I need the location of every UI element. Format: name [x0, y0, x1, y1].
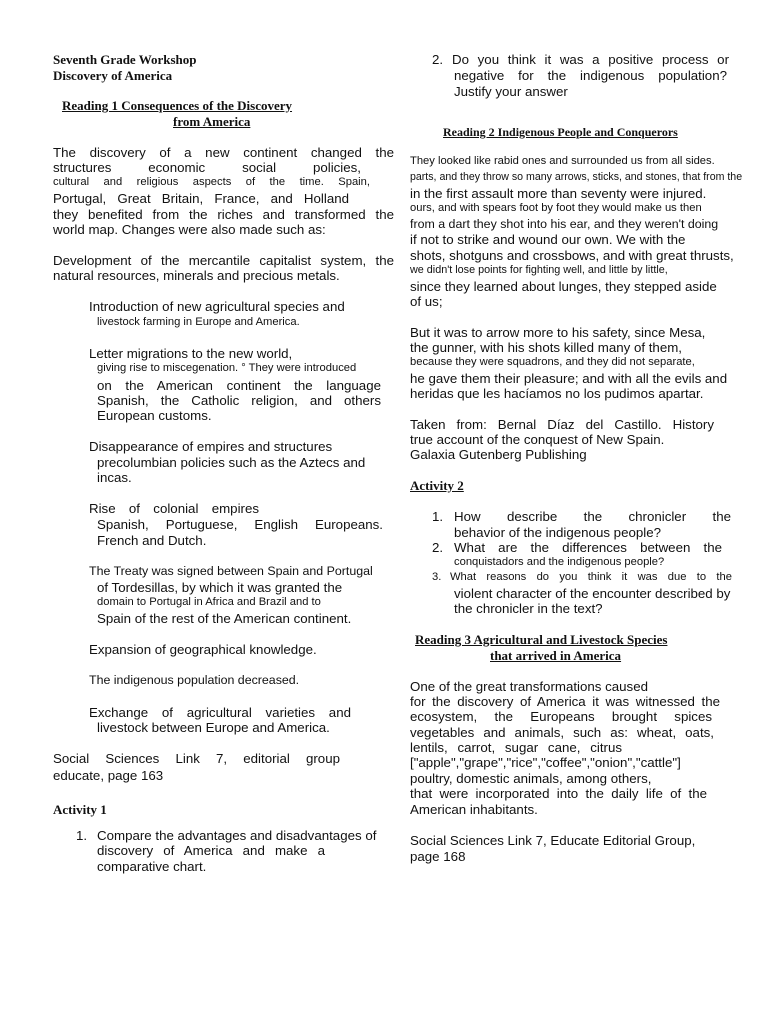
reading1-title: Reading 1 Consequences of the Discovery — [62, 98, 293, 113]
question-text: What reasons do you think it was due to the — [450, 571, 732, 583]
reading1-source: educate, page 163 — [53, 768, 164, 783]
question-text: discovery of America and make a — [97, 843, 325, 858]
reading2-title: Reading 2 Indigenous People and Conquerors — [443, 125, 678, 139]
bullet-text: Introduction of new agricultural species and — [89, 299, 345, 314]
reading2-line: shots, shotguns and crossbows, and with great thrusts, — [410, 248, 734, 263]
bullet-text: European customs. — [97, 408, 212, 423]
bullet-text: livestock farming in Europe and America. — [97, 316, 300, 328]
workshop-subtitle: Discovery of America — [53, 68, 173, 83]
reading2-source: true account of the conquest of New Spain. — [410, 432, 665, 447]
reading2-line: we didn't lose points for fighting well, and little by little, — [410, 264, 668, 276]
reading1-source: Social Sciences Link 7, editorial group — [53, 751, 340, 766]
bullet-text: The indigenous population decreased. — [89, 673, 300, 687]
bullet-text: Rise of colonial empires — [89, 501, 259, 516]
reading3-line: American inhabitants. — [410, 802, 538, 817]
question-text: behavior of the indigenous people? — [454, 525, 662, 540]
reading3-title: Reading 3 Agricultural and Livestock Species — [415, 632, 668, 647]
question-text: What are the differences between the — [454, 540, 722, 555]
reading3-line: for the discovery of America it was witnessed the — [410, 694, 720, 709]
reading2-line: parts, and they throw so many arrows, sticks, and stones, that from the — [410, 171, 743, 183]
question-text: Compare the advantages and disadvantages of — [97, 828, 377, 843]
reading1-title-line2: from America — [173, 114, 251, 129]
bullet-text: livestock between Europe and America. — [97, 720, 330, 735]
reading1-paragraph-line: world map. Changes were also made such as: — [53, 222, 326, 237]
reading1-paragraph-line: The discovery of a new continent changed the — [53, 145, 394, 160]
reading3-line: One of the great transformations caused — [410, 679, 649, 694]
reading2-line: But it was to arrow more to his safety, since Mesa, — [410, 325, 706, 340]
reading2-line: because they were squadrons, and they did not separate, — [410, 356, 695, 368]
reading1-paragraph2-line: natural resources, minerals and precious metals. — [53, 268, 340, 283]
reading2-line: heridas que les hacíamos no los pudimos apartar. — [410, 386, 704, 401]
reading1-paragraph-line: structures economic social policies, — [53, 160, 361, 175]
bullet-text: of Tordesillas, by which it was granted the — [97, 580, 343, 595]
reading2-line: the gunner, with his shots killed many of them, — [410, 340, 682, 355]
question-number: 1. — [76, 828, 88, 843]
question-number: 2. — [432, 52, 444, 67]
question-number: 3. — [432, 571, 442, 583]
reading3-title-line2: that arrived in America — [490, 648, 622, 663]
reading3-source: Social Sciences Link 7, Educate Editorial Group, — [410, 833, 696, 848]
reading2-line: if not to strike and wound our own. We with the — [410, 232, 686, 247]
reading3-line: ecosystem, the Europeans brought spices — [410, 709, 712, 724]
reading1-paragraph-line: Portugal, Great Britain, France, and Holland — [53, 191, 349, 206]
bullet-text: Spain of the rest of the American continent. — [97, 611, 352, 626]
reading1-paragraph2-line: Development of the mercantile capitalist system, the — [53, 253, 394, 268]
reading2-source: Taken from: Bernal Díaz del Castillo. History — [410, 417, 714, 432]
bullet-text: Exchange of agricultural varieties and — [89, 705, 351, 720]
question-text: How describe the chronicler the — [454, 509, 731, 524]
question-text: negative for the indigenous population? — [454, 68, 727, 83]
reading3-line: that were incorporated into the daily life of the — [410, 786, 707, 801]
question-text: violent character of the encounter described by — [454, 586, 731, 601]
bullet-text: Spanish, the Catholic religion, and others — [97, 393, 381, 408]
bullet-text: Disappearance of empires and structures — [89, 439, 333, 454]
reading3-line: ["apple","grape","rice","coffee","onion","cattle"] — [410, 755, 681, 770]
activity1-title: Activity 1 — [53, 802, 107, 817]
question-text: Justify your answer — [454, 84, 568, 99]
bullet-text: giving rise to miscegenation. ° They were introduced — [97, 362, 357, 374]
bullet-text: precolumbian policies such as the Aztecs and — [97, 455, 366, 470]
reading1-paragraph-line: cultural and religious aspects of the time. Spain, — [53, 176, 370, 188]
reading2-line: ours, and with spears foot by foot they would make us then — [410, 202, 702, 214]
reading2-line: he gave them their pleasure; and with all the evils and — [410, 371, 728, 386]
question-text: comparative chart. — [97, 859, 207, 874]
bullet-text: Spanish, Portuguese, English Europeans. — [97, 517, 383, 532]
bullet-text: on the American continent the language — [97, 378, 381, 393]
question-number: 2. — [432, 540, 444, 555]
activity2-title: Activity 2 — [410, 478, 464, 493]
bullet-text: incas. — [97, 470, 132, 485]
reading1-paragraph-line: they benefited from the riches and transformed the — [53, 207, 394, 222]
question-text: Do you think it was a positive process or — [452, 52, 729, 67]
reading3-source: page 168 — [410, 849, 466, 864]
reading2-line: from a dart they shot into his ear, and they weren't doing — [410, 217, 719, 231]
workshop-title: Seventh Grade Workshop — [53, 52, 197, 67]
bullet-text: Letter migrations to the new world, — [89, 346, 293, 361]
bullet-text: Expansion of geographical knowledge. — [89, 642, 317, 657]
reading2-line: They looked like rabid ones and surrounded us from all sides. — [410, 155, 715, 167]
bullet-text: French and Dutch. — [97, 533, 207, 548]
reading2-line: since they learned about lunges, they stepped aside — [410, 279, 717, 294]
reading3-line: poultry, domestic animals, among others, — [410, 771, 652, 786]
bullet-text: domain to Portugal in Africa and Brazil and to — [97, 596, 321, 608]
reading3-line: vegetables and animals, such as: wheat, oats, — [410, 725, 714, 740]
question-text: conquistadors and the indigenous people? — [454, 556, 665, 568]
bullet-text: The Treaty was signed between Spain and Portugal — [89, 564, 373, 578]
reading3-line: lentils, carrot, sugar cane, citrus — [410, 740, 622, 755]
reading2-line: in the first assault more than seventy were injured. — [410, 186, 707, 201]
reading2-source: Galaxia Gutenberg Publishing — [410, 447, 587, 462]
reading2-line: of us; — [410, 294, 443, 309]
question-number: 1. — [432, 509, 444, 524]
question-text: the chronicler in the text? — [454, 601, 603, 616]
